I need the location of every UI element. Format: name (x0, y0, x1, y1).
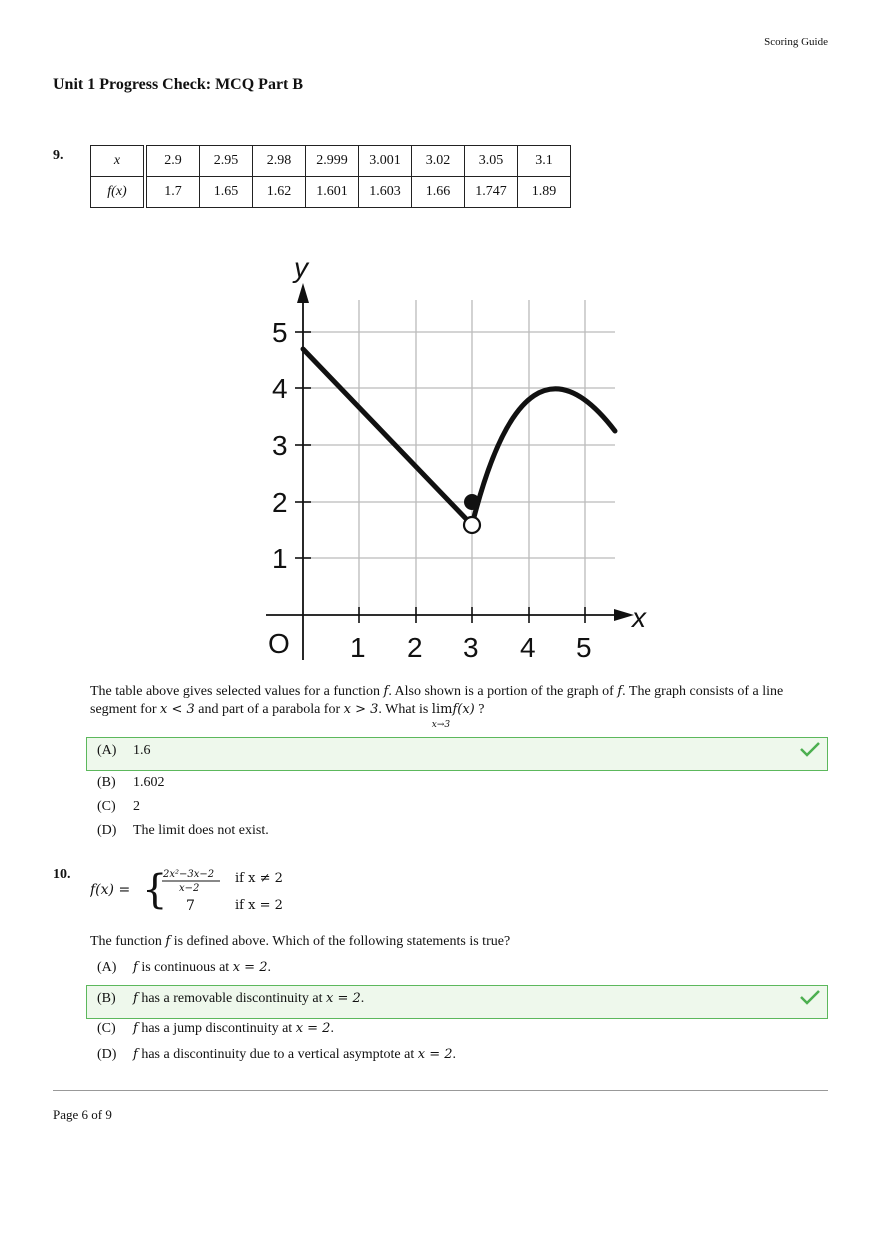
y-tick-label: 1 (272, 543, 288, 574)
closed-circle (464, 494, 480, 510)
table-cell: 2.999 (306, 146, 359, 177)
page-number: Page 6 of 9 (53, 1107, 112, 1122)
line-segment (303, 349, 472, 525)
y-tick-label: 4 (272, 373, 288, 404)
y-tick-label: 5 (272, 317, 288, 348)
limit-expression: lim x→3 (431, 702, 453, 730)
table-cell: 1.89 (518, 177, 571, 208)
table-cell: 1.65 (200, 177, 253, 208)
table-cell: 1.66 (412, 177, 465, 208)
table-cell: 1.7 (145, 177, 200, 208)
table-cell: 2.9 (145, 146, 200, 177)
q10-choice-c[interactable]: (C) f has a jump discontinuity at x = 2. (97, 1021, 334, 1036)
origin-label: O (268, 628, 290, 659)
footer-divider (53, 1090, 828, 1091)
table-cell: 1.747 (465, 177, 518, 208)
scoring-guide-label: Scoring Guide (764, 36, 828, 48)
svg-text:if x ≠ 2: if x ≠ 2 (235, 871, 283, 886)
table-row-x (91, 146, 571, 177)
table-cell: 1.601 (306, 177, 359, 208)
question-9-number: 9. (53, 148, 64, 163)
table-header-fx: f(x) (91, 177, 146, 208)
checkmark-icon (799, 988, 821, 1006)
page-title: Unit 1 Progress Check: MCQ Part B (53, 76, 304, 93)
q10-choice-a[interactable]: (A) f is continuous at x = 2. (97, 960, 271, 975)
table-cell: 1.603 (359, 177, 412, 208)
choice-d[interactable]: (D) The limit does not exist. (97, 823, 269, 838)
svg-text:x−2: x−2 (179, 883, 200, 894)
svg-text:2x²−3x−2: 2x²−3x−2 (163, 869, 215, 880)
table-cell: 3.001 (359, 146, 412, 177)
question-10-prompt: The function f is defined above. Which of the following statements is true? (90, 934, 511, 949)
table-cell: 3.05 (465, 146, 518, 177)
parabola-curve (472, 389, 615, 525)
svg-text:f(x) =: f(x) = (90, 882, 131, 898)
question-10-number: 10. (53, 867, 71, 882)
table-cell: 3.1 (518, 146, 571, 177)
q10-choice-d[interactable]: (D) f has a discontinuity due to a vertical asymptote at x = 2. (97, 1047, 457, 1062)
table-cell: 2.98 (253, 146, 306, 177)
checkmark-icon (799, 740, 821, 758)
svg-text:if x = 2: if x = 2 (235, 898, 283, 913)
y-tick-label: 2 (272, 487, 288, 518)
question-9-prompt: The table above gives selected values for a function f. Also shown is a portion of the graph of f. The graph consists of a line segment for x < 3 and part of a parabola for x > 3. What is lim x→3 f(x) ? (90, 684, 784, 730)
table-cell: 2.95 (200, 146, 253, 177)
open-circle (464, 517, 480, 533)
table-row-fx (91, 177, 571, 208)
x-tick-label: 3 (463, 632, 479, 663)
x-tick-label: 2 (407, 632, 423, 663)
x-tick-label: 1 (350, 632, 366, 663)
values-table (90, 145, 571, 208)
x-tick-label: 5 (576, 632, 592, 663)
choice-b[interactable]: (B) 1.602 (97, 775, 165, 790)
svg-text:7: 7 (186, 898, 195, 914)
y-axis-label: y (294, 252, 308, 283)
x-axis-label: x (632, 602, 646, 633)
table-cell: 3.02 (412, 146, 465, 177)
choice-a[interactable]: (A) 1.6 (97, 743, 151, 758)
x-axis-arrow (614, 609, 634, 621)
correct-answer-highlight (86, 737, 828, 771)
q10-choice-b[interactable]: (B) f has a removable discontinuity at x = 2. (97, 991, 365, 1006)
piecewise-definition (90, 863, 350, 923)
y-axis-arrow (297, 283, 309, 303)
y-tick-label: 3 (272, 430, 288, 461)
table-header-x: x (91, 146, 146, 177)
x-tick-label: 4 (520, 632, 536, 663)
choice-c[interactable]: (C) 2 (97, 799, 140, 814)
table-cell: 1.62 (253, 177, 306, 208)
function-graph (258, 245, 658, 665)
svg-text:{: { (142, 867, 168, 913)
